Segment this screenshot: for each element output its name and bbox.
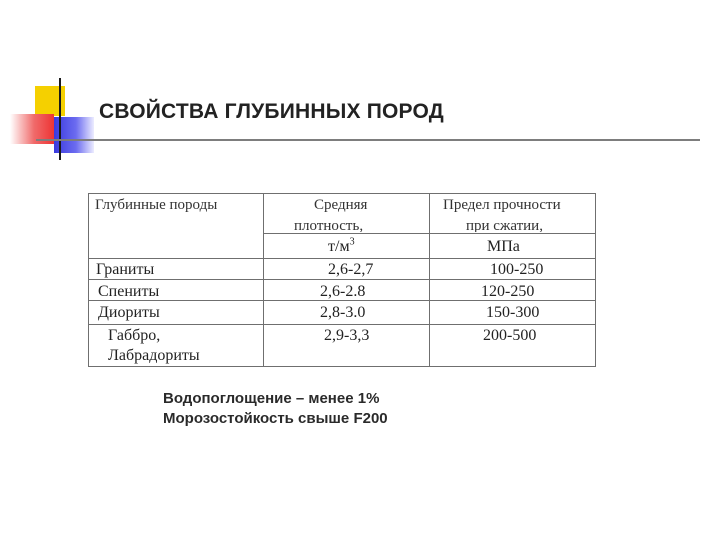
table-border-right bbox=[595, 193, 596, 367]
row1-rock: Граниты bbox=[96, 261, 155, 278]
table-header-bottom bbox=[88, 258, 596, 259]
row2-density: 2,6-2.8 bbox=[320, 283, 366, 300]
header-density-line2: плотность, bbox=[294, 218, 364, 232]
header-density-line1: Средняя bbox=[314, 197, 368, 213]
density-unit-text: т/м bbox=[328, 238, 350, 255]
header-strength-line2: при сжатии, bbox=[466, 218, 543, 232]
row4-density: 2,9-3,3 bbox=[324, 327, 370, 344]
note-water-absorption: Водопоглощение – менее 1% bbox=[163, 390, 380, 407]
row1-density: 2,6-2,7 bbox=[328, 261, 374, 278]
table-border-top bbox=[88, 193, 596, 194]
table-row-divider-3 bbox=[88, 324, 596, 325]
row4-strength: 200-500 bbox=[483, 327, 537, 344]
row3-strength: 150-300 bbox=[486, 304, 540, 321]
ornament-vertical-line bbox=[59, 78, 61, 160]
table-border-left bbox=[88, 193, 89, 367]
row3-rock: Диориты bbox=[98, 304, 160, 321]
header-strength-line1: Предел прочности bbox=[443, 197, 561, 213]
table-header-subline bbox=[263, 233, 596, 234]
header-density-unit bbox=[328, 238, 355, 256]
density-unit-sup: 3 bbox=[349, 236, 355, 248]
table-col-divider-1 bbox=[263, 193, 264, 367]
table-border-bottom bbox=[88, 366, 596, 367]
table-row-divider-1 bbox=[88, 279, 596, 280]
header-strength-unit: МПа bbox=[487, 238, 520, 255]
note-frost-resistance: Морозостойкость свыше F200 bbox=[163, 410, 388, 427]
row2-strength: 120-250 bbox=[481, 283, 535, 300]
title-underline bbox=[36, 139, 700, 141]
table-col-divider-2 bbox=[429, 193, 430, 367]
slide-title: СВОЙСТВА ГЛУБИННЫХ ПОРОД bbox=[99, 100, 444, 123]
row3-density: 2,8-3.0 bbox=[320, 304, 366, 321]
properties-table bbox=[88, 193, 596, 367]
row4-rock-line2: Лабрадориты bbox=[108, 347, 200, 364]
row2-rock: Спениты bbox=[98, 283, 160, 300]
header-rock: Глубинные породы bbox=[95, 197, 218, 213]
row4-rock-line1: Габбро, bbox=[108, 327, 161, 344]
row1-strength: 100-250 bbox=[490, 261, 544, 278]
